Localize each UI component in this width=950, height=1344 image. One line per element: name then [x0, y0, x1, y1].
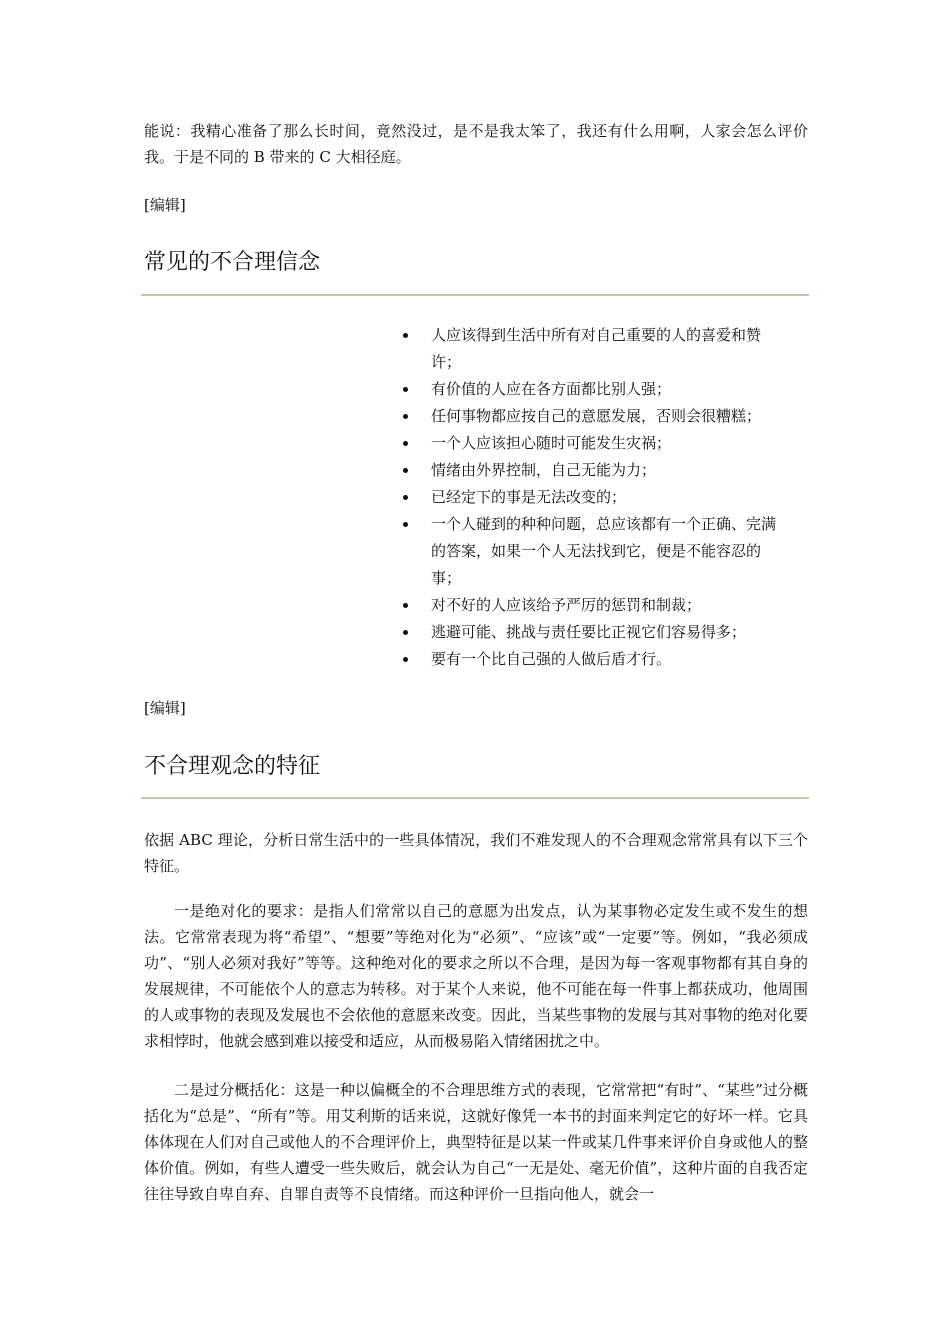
list-item-text: 任何事物都应按自己的意愿发展，否则会很糟糕； [431, 407, 762, 425]
list-item-text: 逃避可能、挑战与责任要比正视它们容易得多； [431, 623, 747, 641]
list-item-text: 对不好的人应该给予严厉的惩罚和制裁； [431, 596, 702, 614]
list-item [400, 430, 785, 457]
list-item-text: 有价值的人应在各方面都比别人强； [431, 380, 672, 398]
list-item-text: 一个人应该担心随时可能发生灾祸； [431, 434, 672, 452]
list-item [400, 457, 785, 484]
list-item-text: 已经定下的事是无法改变的； [431, 488, 627, 506]
list-item [400, 646, 785, 673]
body-paragraph: 依据 ABC 理论，分析日常生活中的一些具体情况，我们不难发现人的不合理观念常常具有以下三个特征。 [144, 831, 808, 875]
section-divider [141, 294, 809, 296]
list-item-text: 人应该得到生活中所有对自己重要的人的喜爱和赞许； [431, 326, 762, 371]
section-title-irrational-belief-features: 不合理观念的特征 [144, 754, 321, 779]
irrational-beliefs-list [400, 322, 785, 673]
list-item-text: 一个人碰到的种种问题，总应该都有一个正确、完满的答案，如果一个人无法找到它，便是不能容忍的事； [431, 515, 777, 587]
list-item-text: 情绪由外界控制，自己无能为力； [431, 461, 657, 479]
list-item [400, 592, 785, 619]
section-title-common-irrational-beliefs: 常见的不合理信念 [144, 250, 321, 275]
edit-link[interactable]: [编辑] [144, 699, 186, 717]
body-paragraph: 二是过分概括化：这是一种以偏概全的不合理思维方式的表现，它常常把“有时”、“某些”过分概括化为“总是”、“所有”等。用艾利斯的话来说，这就好像凭一本书的封面来判定它的好坏一样。它具体体现在人们对自己或他人的不合理评价上，典型特征是以某一件或某几件事来评价自身或他人的整体价值。例如，有些人遭受一些失败后，就会认为自己“一无是处、毫无价值”，这种片面的自我否定往往导致自卑自弃、自罪自责等不良情绪。而这种评价一旦指向他人，就会一 [144, 1081, 808, 1203]
intro-paragraph: 能说：我精心准备了那么长时间，竟然没过，是不是我太笨了，我还有什么用啊，人家会怎么评价我。于是不同的 B 带来的 C 大相径庭。 [144, 122, 808, 166]
edit-link[interactable]: [编辑] [144, 196, 186, 214]
body-paragraph: 一是绝对化的要求：是指人们常常以自己的意愿为出发点，认为某事物必定发生或不发生的想法。它常常表现为将“希望”、“想要”等绝对化为“必须”、“应该”或“一定要”等。例如，“我必须成功”、“别人必须对我好”等等。这种绝对化的要求之所以不合理，是因为每一客观事物都有其自身的发展规律，不可能依个人的意志为转移。对于某个人来说，他不可能在每一件事上都获成功，他周围的人或事物的表现及发展也不会依他的意愿来改变。因此，当某些事物的发展与其对事物的绝对化要求相悖时，他就会感到难以接受和适应，从而极易陷入情绪困扰之中。 [144, 902, 808, 1050]
list-item [400, 322, 785, 376]
list-item [400, 376, 785, 403]
section-divider [141, 797, 809, 799]
list-item [400, 403, 785, 430]
list-item [400, 484, 785, 511]
list-item-text: 要有一个比自己强的人做后盾才行。 [431, 650, 672, 668]
list-item [400, 511, 785, 592]
list-item [400, 619, 785, 646]
